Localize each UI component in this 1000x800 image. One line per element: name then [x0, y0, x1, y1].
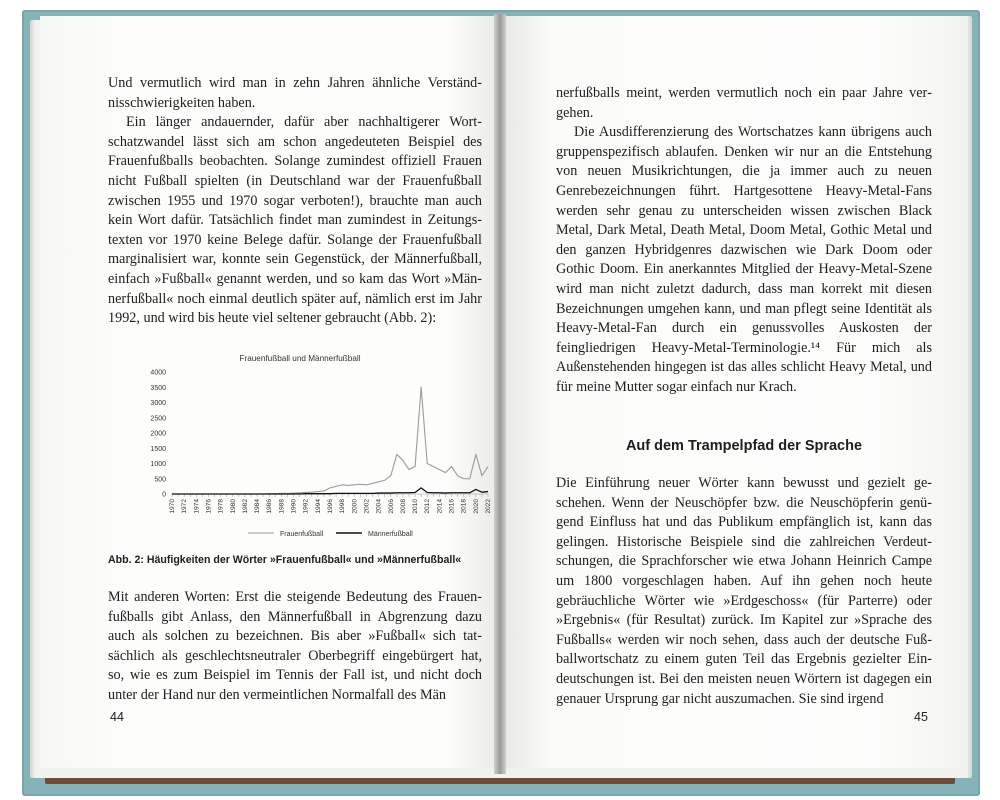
page-number: 44: [110, 710, 124, 724]
x-tick-label: 1986: [266, 499, 274, 514]
y-tick-label: 3000: [150, 400, 166, 407]
x-tick-label: 2008: [399, 499, 407, 514]
y-tick-label: 1000: [150, 461, 166, 468]
left-text-top: [108, 74, 482, 329]
x-tick-label: 2016: [448, 499, 456, 514]
x-tick-label: 2020: [472, 499, 480, 514]
x-tick-label: 2002: [363, 499, 371, 514]
paragraph: Ein länger andauernder, dafür aber nachhaltigerer Wortschatzwandel lässt sich am schon angedeuteten Beispiel des Frauenfußballs beobachten. Solange zumindest offiziell Frauen nicht Fußball spielten (in Deutschland war der Frauenfußball zwischen 1955 und 1970 sogar verboten!), brauchte man auch kein Wort dafür. Tatsächlich findet man zumindest in Zeitungstexten vor 1970 keine Belege dafür. Solange der Frauenfußball marginalisiert war, konnte sein Gegenstück, der Männerfußball, einfach »Fußball« genannt werden, und so kam das Wort »Männerfußball« noch einmal deutlich später auf, nämlich erst im Jahr 1992, und wird bis heute viel seltener gebraucht (Abb. 2):: [108, 114, 482, 327]
chart-title: Frauenfußball und Männerfußball: [239, 354, 361, 363]
x-axis: [169, 494, 492, 514]
book-gutter: [494, 14, 506, 774]
right-text-top: [556, 84, 932, 398]
x-tick-label: 1980: [229, 499, 237, 514]
x-tick-label: 1990: [290, 499, 298, 514]
paragraph: Die Ausdifferenzierung des Wortschatzes kann übrigens auch gruppenspezifisch ablaufen. Denken wir nur an die Entstehung von neuen Musikrichtungen, die ja immer auch zu neuen Genrebezeichnungen führt. Hartgesottene Heavy-Metal-Fans werden sehr genau zu unterscheiden wissen zwischen Black Metal, Dark Metal, Death Metal, Doom Metal, Gothic Metal und den ganzen Hybridgenres dazwischen wie Dark Doom oder Gothic Doom. Ein anerkanntes Mitglied der Heavy-Metal-Szene wird man nicht zuletzt dadurch, dass man korrekt mit diesen Bezeichnungen umgehen kann, und man pflegt seine Identität als Heavy-Metal-Fan durch ein genussvolles Auskosten der feingliedrigen Heavy-Metal-Terminologie.¹⁴ Für mich als Außenstehenden hingegen ist das alles schlicht Heavy Metal, und für meine Mutter sogar einfach nur Krach.: [556, 124, 932, 395]
legend-label: Männerfußball: [368, 531, 413, 538]
x-tick-label: 1978: [217, 499, 225, 514]
x-tick-label: 1970: [169, 499, 176, 514]
x-tick-label: 1982: [241, 499, 249, 514]
y-tick-label: 2000: [150, 430, 166, 438]
x-tick-label: 2014: [436, 499, 444, 514]
x-tick-label: 1972: [181, 499, 189, 514]
y-tick-label: 4000: [150, 369, 166, 377]
series-lines: [172, 387, 488, 494]
right-text-bottom: [556, 474, 932, 709]
y-tick-label: 500: [154, 476, 166, 484]
figure-caption: Abb. 2: Häufigkeiten der Wörter »Frauenfußball« und »Männerfußball«: [108, 554, 462, 566]
right-page: [498, 16, 960, 768]
x-tick-label: 2004: [375, 499, 383, 514]
x-tick-label: 1992: [302, 499, 310, 514]
paragraph: nerfußballs meint, werden vermutlich noch ein paar Jahre vergehen.: [556, 85, 932, 121]
series-line-maennerfussball: [172, 488, 488, 494]
x-tick-label: 1988: [278, 499, 286, 514]
left-text-bottom: [108, 588, 482, 706]
y-tick-label: 1500: [150, 445, 166, 453]
x-tick-label: 2022: [485, 499, 492, 514]
page-number: 45: [914, 710, 928, 724]
y-axis: [150, 370, 488, 499]
paragraph: Und vermutlich wird man in zehn Jahren ähnliche Verständnisschwierigkeiten haben.: [108, 75, 482, 111]
x-tick-label: 2018: [460, 499, 468, 514]
frequency-chart: [100, 346, 495, 546]
x-tick-label: 1998: [339, 499, 347, 514]
paragraph: Mit anderen Worten: Erst die steigende Bedeutung des Frauenfußballs gibt Anlass, den Männerfußball in Abgrenzung dazu auch als solchen zu bezeichnen. Bis aber »Fußball« sich tatsächlich als geschlechtsneutraler Oberbegriff eingebürgert hat, so, wie es zum Beispiel im Tennis der Fall ist, und nicht doch unter der Hand nur den vermeintlichen Normalfall des Män: [108, 589, 482, 703]
x-tick-label: 1994: [314, 499, 322, 514]
section-heading: Auf dem Trampelpfad der Sprache: [625, 438, 863, 454]
x-tick-label: 1996: [327, 499, 334, 514]
paragraph: Die Einführung neuer Wörter kann bewusst und gezielt geschehen. Wenn der Neuschöpfer bzw. die Neuschöpferin genügend Einfluss hat und das Publikum empfänglich ist, kann das gelingen. Historische Beispiele sind die zahlreichen Verdeutschungen, die Sprachforscher wie etwa Johann Heinrich Campe um 1800 vorgeschlagen haben. Auf ihn gehen noch heute gebräuchliche Wörter wie »Erdgeschoss« (für Parterre) oder »Ergebnis« (für Resultat) zurück. Im Kapitel zur »Sprache des Fußballs« werden wir noch sehen, dass auch der deutsche Fußballwortschatz zu einem guten Teil das Ergebnis gezielter Eindeutschungen ist. Bei den meisten neuen Wörtern ist dagegen ein genauer Ursprung gar nicht auszumachen. Sie sind irgend: [556, 475, 932, 707]
y-tick-label: 3500: [150, 384, 166, 392]
y-tick-label: 0: [162, 491, 166, 499]
y-tick-label: 2500: [150, 415, 166, 423]
x-tick-label: 1984: [254, 499, 262, 514]
chart-legend: [248, 531, 413, 538]
legend-label: Frauenfußball: [280, 531, 324, 538]
x-tick-label: 2006: [387, 499, 395, 514]
x-tick-label: 1974: [193, 499, 201, 514]
x-tick-label: 2000: [351, 499, 359, 514]
x-tick-label: 2012: [424, 499, 432, 514]
left-page: [40, 16, 502, 768]
x-tick-label: 2010: [412, 499, 420, 514]
x-tick-label: 1976: [205, 499, 213, 514]
series-line-frauenfussball: [172, 387, 488, 494]
